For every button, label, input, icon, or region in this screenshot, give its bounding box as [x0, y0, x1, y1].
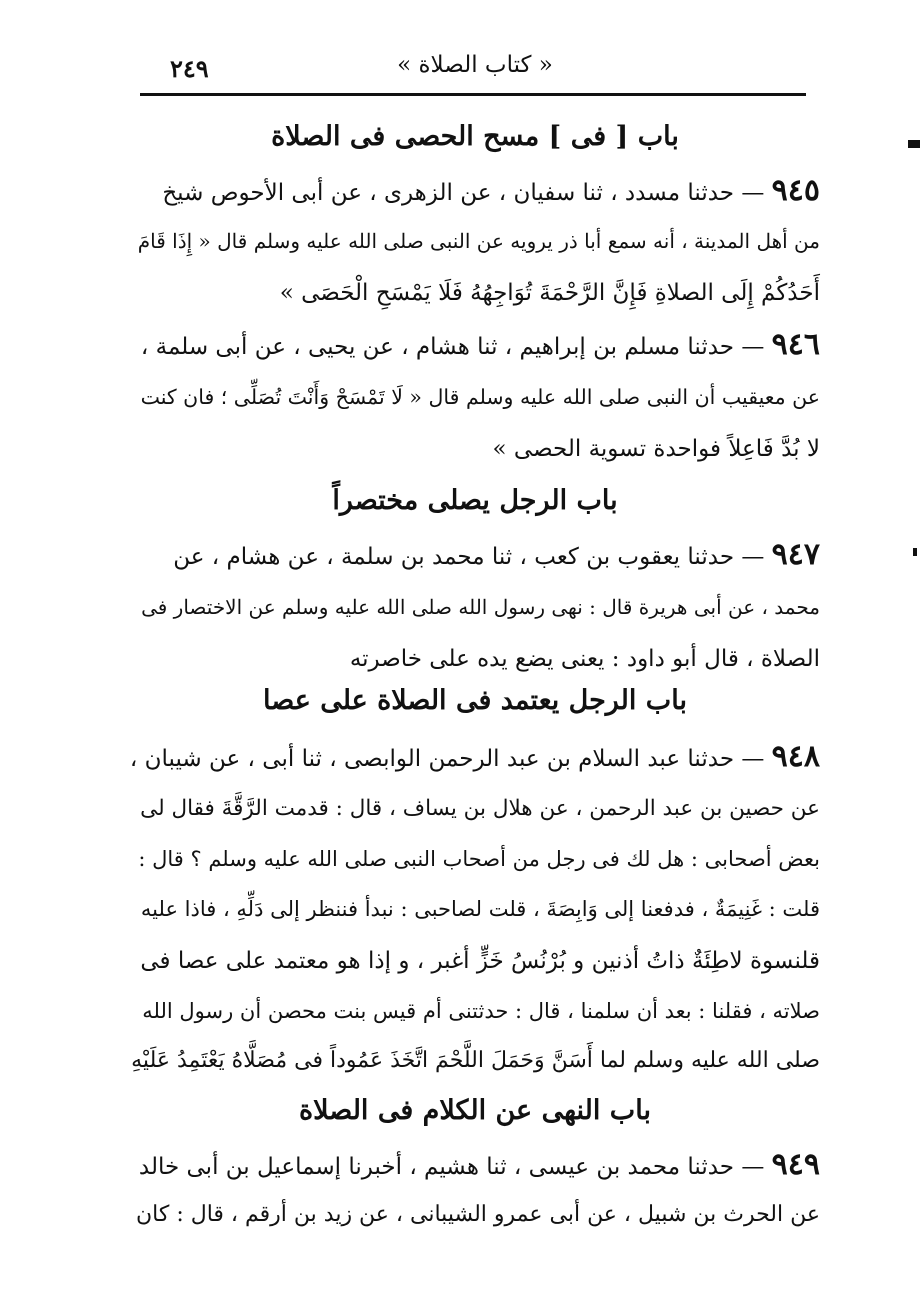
page-number: ٢٤٩: [170, 54, 209, 83]
hadith-line: الصلاة ، قال أبو داود : يعنى يضع يده على خاصرته: [349, 646, 820, 672]
hadith-line: [129, 739, 820, 774]
hadith-line: أَحَدُكُمْ إِلَى الصلاةِ فَإِنَّ الرَّحْمَةَ تُوَاجِهُهُ فَلَا يَمْسَحِ الْحَصَى »: [279, 280, 820, 306]
hadith-line: صلاته ، فقلنا : بعد أن سلمنا ، قال : حدثتنى أم قيس بنت محصن أن رسول الله: [142, 999, 820, 1023]
hadith-line: [130, 1147, 820, 1182]
hadith-text: — حدثنا مسلم بن إبراهيم ، ثنا هشام ، عن يحيى ، عن أبى سلمة ،: [140, 334, 765, 360]
header-rule: [140, 93, 806, 96]
hadith-line: عن معيقيب أن النبى صلى الله عليه وسلم قال « لَا تَمْسَحْ وَأَنْتَ تُصَلِّى ؛ فان كنت: [140, 385, 820, 409]
hadith-line: قلنسوة لاطِئَةٌ ذاتُ أذنين و بُرْنُسُ خَزٍّ أغبر ، و إذا هو معتمد على عصا فى: [140, 948, 820, 974]
section-heading: باب الرجل يصلى مختصراً: [332, 485, 618, 516]
section-heading: باب الرجل يعتمد فى الصلاة على عصا: [263, 685, 687, 716]
page-header: [140, 48, 810, 92]
hadith-text: — حدثنا يعقوب بن كعب ، ثنا محمد بن سلمة ، عن هشام ، عن: [173, 544, 765, 570]
hadith-line: بعض أصحابى : هل لك فى رجل من أصحاب النبى صلى الله عليه وسلم ؟ قال :: [138, 847, 820, 871]
section-heading: باب [ فى ] مسح الحصى فى الصلاة: [271, 121, 679, 152]
scan-mark: [913, 548, 917, 556]
hadith-text: — حدثنا عبد السلام بن عبد الرحمن الوابصى ، ثنا أبى ، عن شيبان ،: [129, 746, 765, 772]
hadith-line: [130, 537, 820, 572]
hadith-line: محمد ، عن أبى هريرة قال : نهى رسول الله صلى الله عليه وسلم عن الاختصار فى: [141, 595, 820, 619]
hadith-number: ٩٤٨: [771, 739, 820, 774]
hadith-line: من أهل المدينة ، أنه سمع أبا ذر يرويه عن النبى صلى الله عليه وسلم قال « إِذَا قَامَ: [137, 229, 820, 253]
section-heading: باب النهى عن الكلام فى الصلاة: [299, 1095, 651, 1126]
hadith-text: — حدثنا مسدد ، ثنا سفيان ، عن الزهرى ، عن أبى الأحوص شيخ: [162, 180, 765, 206]
hadith-line: عن الحرث بن شبيل ، عن أبى عمرو الشيبانى ، عن زيد بن أرقم ، قال : كان: [136, 1202, 820, 1227]
hadith-number: ٩٤٩: [771, 1147, 820, 1182]
hadith-text: — حدثنا محمد بن عيسى ، ثنا هشيم ، أخبرنا إسماعيل بن أبى خالد: [138, 1154, 765, 1180]
hadith-number: ٩٤٦: [771, 327, 820, 362]
hadith-line: قلت : غَنِيمَةٌ ، فدفعنا إلى وَابِصَةَ ، قلت لصاحبى : نبدأ فننظر إلى دَلِّهِ ، فاذا عليه: [140, 897, 820, 921]
hadith-number: ٩٤٥: [771, 173, 820, 208]
hadith-line: صلى الله عليه وسلم لما أَسَنَّ وَحَمَلَ اللَّحْمَ اتَّخَذَ عَمُوداً فى مُصَلَّاهُ يَعْتَمِدُ عَلَيْهِ: [131, 1048, 820, 1073]
hadith-line: لا بُدَّ فَاعِلاً فواحدة تسوية الحصى »: [492, 436, 820, 462]
hadith-number: ٩٤٧: [771, 537, 820, 572]
scan-mark: [908, 140, 920, 148]
hadith-line: [130, 327, 820, 362]
hadith-line: عن حصين بن عبد الرحمن ، عن هلال بن يساف ، قال : قدمت الرَّقَّةَ فقال لى: [140, 796, 820, 821]
hadith-line: [130, 173, 820, 208]
running-title: « كتاب الصلاة »: [397, 52, 553, 78]
